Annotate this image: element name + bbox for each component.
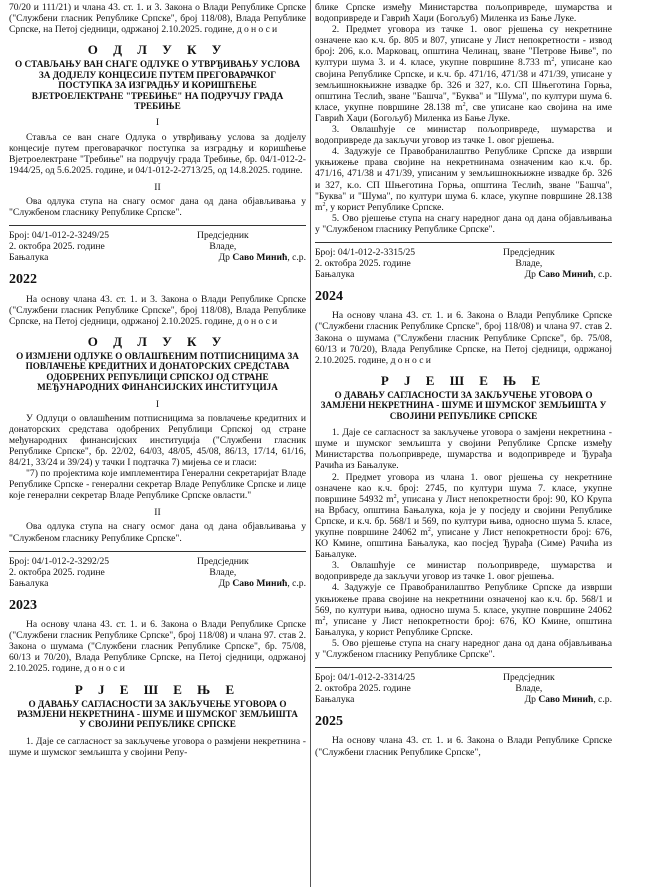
paragraph: Ставља се ван снаге Одлука о утврђивању услова за додјелу концесије путем преговарачког поступка за изградњу и коришћење Вјетроелектране "Требиње" на подручју града Требиње, бр. 04/1-012-2-1944/25, од 5.6.2025. године, и 04/1-012-2-2713/25, од 14.8.2025. године. bbox=[9, 131, 306, 176]
paragraph: блике Српске између Министарства пољопривреде, шумарства и водопривреде и Гаврић Хаџи (Богољуб) Миленка из Бање Луке. bbox=[315, 2, 612, 25]
decision-title: Р Ј Е Ш Е Њ Е bbox=[380, 372, 547, 388]
decision-subtitle: О ИЗМЈЕНИ ОДЛУКЕ О ОВЛАШЋЕНИМ ПОТПИСНИЦИМА ЗА ПОВЛАЧЕЊЕ КРЕДИТНИХ И ДОНАТОРСКИХ СРЕДСТАВА ОДОБРЕНИХ РЕПУБЛИЦИ СРПСКОЈ ОД СТРАНЕ МЕЂУНАРОДНИХ ФИНАНСИЈСКИХ ИНСТИТУЦИЈА bbox=[16, 350, 299, 393]
decision-intro: 70/20 и 111/21) и члана 43. ст. 1. и 3. Закона о Влади Републике Српске ("Службени гласник Републике Српске", број 118/08), Влада Републике Српске, на Петој сједници, одржаној 2.10.2025. године, доноси bbox=[9, 2, 306, 36]
decision-title: О Д Л У К У bbox=[87, 333, 228, 349]
paragraph: 3. Овлашћује се министар пољопривреде, шумарства и водопривреде да закључи уговор из тачке 1. овог рјешења. bbox=[315, 124, 612, 147]
decision-intro: На основу члана 43. ст. 1. и 6. Закона о Влади Републике Српске ("Службени гласник Републике Српске", број 118/08) и члана 97. став 2. Закона о шумама ("Службени гласник Републике Српске", бр. 75/08, 60/13 и 70/20), Влада Републике Српске, на Петој сједници, одржаној 2.10.2025. године, доноси bbox=[315, 310, 612, 366]
signature-block: Број: 04/1-012-2-3315/25 Предсједник 2. октобра 2025. године Владе, Бањалука Др Саво Минић, с.р. bbox=[315, 246, 612, 281]
signature-block: Број: 04/1-012-2-3249/25 Предсједник 2. октобра 2025. године Владе, Бањалука Др Саво Минић, с.р. bbox=[9, 230, 306, 264]
decision-title: Р Ј Е Ш Е Њ Е bbox=[74, 681, 241, 697]
paragraph: 5. Ово рјешење ступа на снагу наредног дана од дана објављивања у "Службеном гласнику Републике Српске". bbox=[315, 637, 612, 660]
act-number: 2024 bbox=[315, 289, 343, 305]
paragraph: 4. Задужује се Правобранилаштво Републике Српске да изврши укњижење права својине на некретнини означеној као к.ч. бр. 568/1 и 569, по култури њива, односно шума 5. класе, укупне површине 24062 $m^2$, уписане у Лист непокретности број: 676, КО Кмине, општина Бањалука, у корист Републике Српске. bbox=[315, 582, 612, 638]
signature-rule bbox=[9, 551, 306, 552]
signature-rule bbox=[9, 225, 306, 226]
paragraph: 4. Задужује се Правобранилаштво Републике Српске да изврши укњижење права својине на некретнинама означеним као к.ч. бр. 471/16, 471/38 и 471/39, уписаним у земљишнокњижне извадке бр. 326 и 327, к.о. СП Шњеготина Горња, општина Теслић, зване "Башча", "Буква" и "Шума", по култури шума 6. класе, укупне површине 28.138 $m^2$, у корист Републике Српске. bbox=[315, 146, 612, 213]
signature-block: Број: 04/1-012-2-3314/25 Предсједник 2. октобра 2025. године Владе, Бањалука Др Саво Минић, с.р. bbox=[315, 672, 612, 706]
act-number: 2022 bbox=[9, 272, 37, 288]
paragraph: Ова одлука ступа на снагу осмог дана од дана објављивања у "Службеном гласнику Републике Српске". bbox=[9, 521, 306, 544]
decision-intro: На основу члана 43. ст. 1. и 6. Закона о Влади Републике Српске ("Службени гласник Републике Српске", bbox=[315, 735, 612, 758]
paragraph: 1. Даје се сагласност за закључење уговора о размјени некретнина - шуме и шумског земљишта у својини Репу- bbox=[9, 735, 306, 758]
signature-block: Број: 04/1-012-2-3292/25 Предсједник 2. октобра 2025. године Владе, Бањалука Др Саво Минић, с.р. bbox=[9, 555, 306, 589]
right-column bbox=[315, 2, 612, 758]
paragraph: 1. Даје се сагласност за закључење уговора о замјени некретнина - шуме и шумског земљишта у својини Републике Српске између Министарства пољопривреде, шумарства и водопривреде и Ђурађа Рачића из Бањалуке. bbox=[315, 427, 612, 472]
column-divider bbox=[310, 0, 311, 887]
decision-subtitle: О ДАВАЊУ САГЛАСНОСТИ ЗА ЗАКЉУЧЕЊЕ УГОВОРА О ЗАМЈЕНИ НЕКРЕТНИНА - ШУМЕ И ШУМСКОГ ЗЕМЉИШТА У СВОЈИНИ РЕПУБЛИКЕ СРПСКЕ bbox=[320, 389, 607, 421]
decision-subtitle: О ДАВАЊУ САГЛАСНОСТИ ЗА ЗАКЉУЧЕЊЕ УГОВОРА О РАЗМЈЕНИ НЕКРЕТНИНА - ШУМЕ И ШУМСКОГ ЗЕМЉИШТА У СВОЈИНИ РЕПУБЛИКЕ СРПСКЕ bbox=[17, 698, 298, 730]
section-number: I bbox=[155, 398, 160, 410]
decision-intro: На основу члана 43. ст. 1. и 3. Закона о Влади Републике Српске ("Службени гласник Републике Српске", број 118/08), Влада Републике Српске, на Петој сједници, одржаној 2.10.2025. године, доноси bbox=[9, 293, 306, 327]
decision-intro: На основу члана 43. ст. 1. и 6. Закона о Влади Републике Српске ("Службени гласник Републике Српске", број 118/08) и члана 97. став 2. Закона о шумама ("Службени гласник Републике Српске", бр. 75/08, 60/13 и 70/20), Влада Републике Српске, на Петој сједници, одржаној 2.10.2025. године, доноси bbox=[9, 619, 306, 675]
paragraph: 5. Ово рјешење ступа на снагу наредног дана од дана објављивања у "Службеном гласнику Републике Српске". bbox=[315, 212, 612, 235]
paragraph: 2. Предмет уговора из члана 1. овог рјешења су некретнине означене као к.ч. број: 2745, по култури шума 7. класе, укупне површине 54932 $m^2$, уписана у Лист непокретности број: 90, КО Крупа на Врбасу, општина Бањалука, која је у посједу и својини Републике Српске, и к.ч. бр. 568/1 и 569, по култури њива, односно шума 5. класе, укупне површине 24062 $m^2$, уписане у Лист непокретности број: 676, КО Кмине, општина Бањалука, као посјед Ђурађа (Симе) Рачића из Бањалуке. bbox=[315, 471, 612, 561]
section-number: II bbox=[154, 181, 161, 193]
left-column bbox=[9, 2, 306, 758]
paragraph: У Одлуци о овлашћеним потписницима за повлачење кредитних и донаторских средстава одобрених Републици Српској од стране међународних финансијских институција ("Службени гласник Републике Српске", бр. 22/02, 64/03, 48/05, 45/08, 86/13, 17/14, 61/16, 84/21, 33/24 и 39/24) у тачки I подтачка 7) мијења се и гласи: bbox=[9, 412, 306, 468]
decision-subtitle: О СТАВЉАЊУ ВАН СНАГЕ ОДЛУКЕ О УТВРЂИВАЊУ УСЛОВА ЗА ДОДЈЕЛУ КОНЦЕСИЈЕ ПУТЕМ ПРЕГОВАРАЧКОГ ПОСТУПКА ЗА ИЗГРАДЊУ И КОРИШЋЕЊЕ ВЈЕТРОЕЛЕКТРАНЕ "ТРЕБИЊЕ" НА ПОДРУЧЈУ ГРАДА ТРЕБИЊЕ bbox=[15, 59, 300, 111]
section-number: I bbox=[155, 117, 160, 129]
decision-title: О Д Л У К У bbox=[87, 42, 228, 58]
signature-rule bbox=[315, 242, 612, 243]
act-number: 2025 bbox=[315, 714, 343, 730]
paragraph: "7) по пројектима које имплементира Генерални секретаријат Владе Републике Српске - генерални секретар Владе Републике Српске и лице које генерални секретар Владе Републике Српске овласти." bbox=[9, 468, 306, 502]
act-number: 2023 bbox=[9, 597, 37, 613]
signature-rule bbox=[315, 667, 612, 668]
paragraph: 3. Овлашћује се министар пољопривреде, шумарства и водопривреде да закључи уговор из тачке 1. овог рјешења. bbox=[315, 560, 612, 583]
paragraph: Ова одлука ступа на снагу осмог дана од дана објављивања у "Службеном гласнику Републике Српске". bbox=[9, 195, 306, 219]
paragraph: 2. Предмет уговора из тачке 1. овог рјешења су некретнине означене као к.ч. бр. 805 и 807, уписане у Лист непокретности - извод број: 206, к.о. Марковац, општина Челинац, зване "Петрове Њиве", по култури шума 3. и 4. класе, укупне површине 8.733 $m^2$, уписане као својина Републике Српске, и к.ч. бр. 471/16, 471/38 и 471/39, уписане у земљишнокњижне извадке бр. 326 и 327, к.о. СП Шњеготина Горња, општина Теслић, зване "Башча", "Буква" и "Шума", по култури шума 6. класе, укупне површине 28.138 $m^2$, све уписане као својина на име Гаврић Хаџи (Богољуб) Миленка из Бање Луке. bbox=[315, 24, 612, 124]
section-number: II bbox=[154, 507, 161, 519]
